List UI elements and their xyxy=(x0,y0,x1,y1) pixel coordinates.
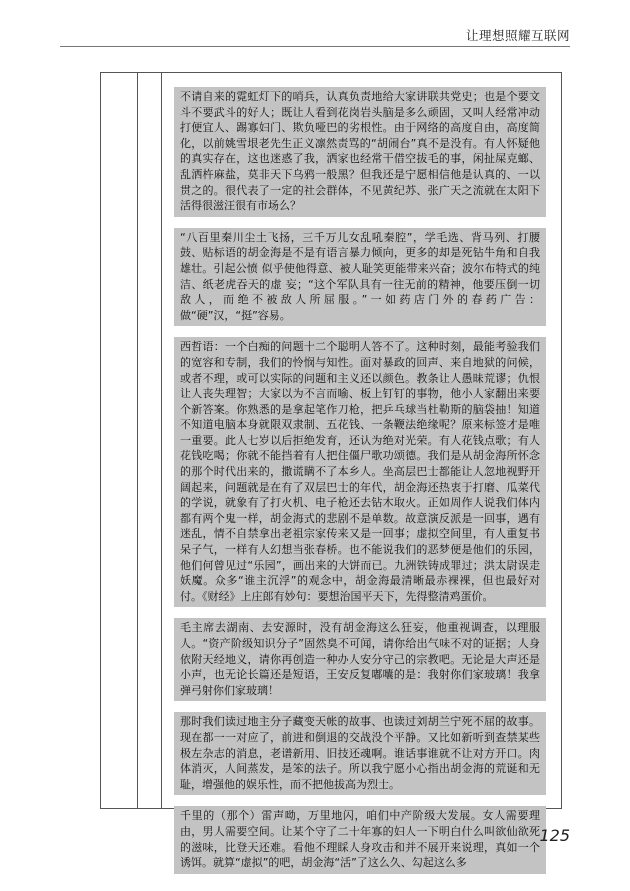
paragraph-3: 西哲语：一个白痴的问题十二个聪明人答不了。这种时刻，最能考验我们的宽容和专制，我们的怜悯与知性。面对暴政的回声、来自地狱的问候，或者不理，或可以实际的问题和主义还以颜色。教条让人愚昧荒谬；仇恨让人丧失理智；大家以为不言而喻、板上钉钉的事物，他小人家翻出来要个新答案。你熟悉的是拿起笔作刀枪，把乒乓球当杜勒斯的脑袋抽！知道不知道电脑本身就限双隶制、五花钱、一条鞭法绝缘呢？原来标签才是唯一重要。此人七岁以后拒绝发育，还认为绝对光荣。有人花钱点歌；有人花钱吃喝；你就不能挡着有人把住僵尸歌功颂德。我们是从胡金海所怀念的那个时代出来的，撒谎瞒不了本乡人。坐高层巴士都能让人忽地视野开阔起来，问题就是在有了双层巴士的年代，胡金海还热衷于打磨、瓜菜代的学说，就象有了打火机、电子枪还去钻木取火。正如周作人说我们体内都有两个鬼一样，胡金海式的悲剧不是单数。故意演反派是一回事，遇有迷乱，情不自禁拿出老祖宗家传来又是一回事；虚拟空间里，有人重复书呆子气，一样有人幻想当张春桥。也不能说我们的恶梦便是他们的乐园，他们何曾见过“乐园”，画出来的大饼而已。九洲铁铸成罪过；洪太尉误走妖魔。众多“谁主沉浮”的观念中，胡金海最清晰最赤裸裸，但也最好对付。《财经》上庄郎有妙句：要想治国平天下，先得整清鸡蛋价。 xyxy=(174,337,546,607)
running-header-title: 让理想照耀互联网 xyxy=(465,28,570,43)
page-number: 125 xyxy=(539,826,570,845)
column-rule-right xyxy=(161,72,162,809)
paragraph-4: 毛主席去湖南、去安源时，没有胡金海这么狂妄，他重视调查，以理服人。“资产阶级知识分子”固然臭不可闻，请你给出气味不对的证据；人身依附天经地义，请你再创造一种办人安分守己的宗教吧。无论是大声还是小声，也无论长篇还是短语，王安反复嘟囔的是：我射你们家玻璃！我拿弹弓射你们家玻璃！ xyxy=(174,618,546,701)
paragraph-2: “八百里秦川尘土飞扬，三千万儿女乱吼秦腔”，学毛选、背马列、打腰鼓、贴标语的胡金海是不是有语言暴力倾向，更多的却是死钻牛角和自我雄壮。引起公愤 似乎使他得意、被人耻笑更能带来兴奋；波尔布特式的纯洁、纸老虎吞天的虚 妄；“这个军队具有一往无前的精神，他要压倒一切敌人，而绝不被敌人所屈服。”一如药店门外的春药广告：做“硬”汉，“挺”容易。 xyxy=(174,228,546,327)
paragraph-5: 那时我们读过地主分子藏变天帐的故事、也读过刘胡兰宁死不屈的故事。现在都一一对应了，前进和倒退的交战没个平静。又比如新听到查禁某些极左杂志的消息，老谱新用、旧技还魂啊。谁话事谁就不让对方开口。肉体消灭，人间蒸发，是笨的法子。所以我宁愿小心指出胡金海的荒诞和无耻，增强他的娱乐性，而不把他拔高为烈士。 xyxy=(174,712,546,795)
body-content xyxy=(174,76,546,882)
paragraph-1: 不请自来的霓虹灯下的哨兵，认真负责地给大家讲联共党史；也是个要文斗不要武斗的好人；既让人看到花岗岩头脑是多么顽固，又叫人经常冲动打便宜人、踢寡妇门、欺负哑巴的劣根性。由于网络的高度自由，高度简化，以前姚雪垠老先生正义凛然责骂的“胡闹台”真不是没有。有人怀疑他的真实存在，这也迷惑了我，洒家也经常干借空拔毛的事，闲扯屎克螂、乱洒杵麻盐，莫非天下乌鸦一般黑？但我还是宁愿相信他是认真的、一以贯之的。很代表了一定的社会群体，不见黄纪苏、张广天之流就在太阳下活得很滋汪很有市场么？ xyxy=(174,87,546,217)
paragraph-6: 千里的（那个）雷声呦，万里地闪，咱们中产阶级大发展。女人需要理由，男人需要空间。让某个守了二十年寡的妇人一下明白什么叫欲仙欲死的滋味，比登天还难。看他不理睬人身攻击和并不展开来说理，真如一个诱饵。就算“虚拟”的吧，胡金海“活”了这么久、勾起这么多 xyxy=(174,806,546,873)
header-rule xyxy=(60,46,570,47)
column-rule-left xyxy=(137,72,138,809)
